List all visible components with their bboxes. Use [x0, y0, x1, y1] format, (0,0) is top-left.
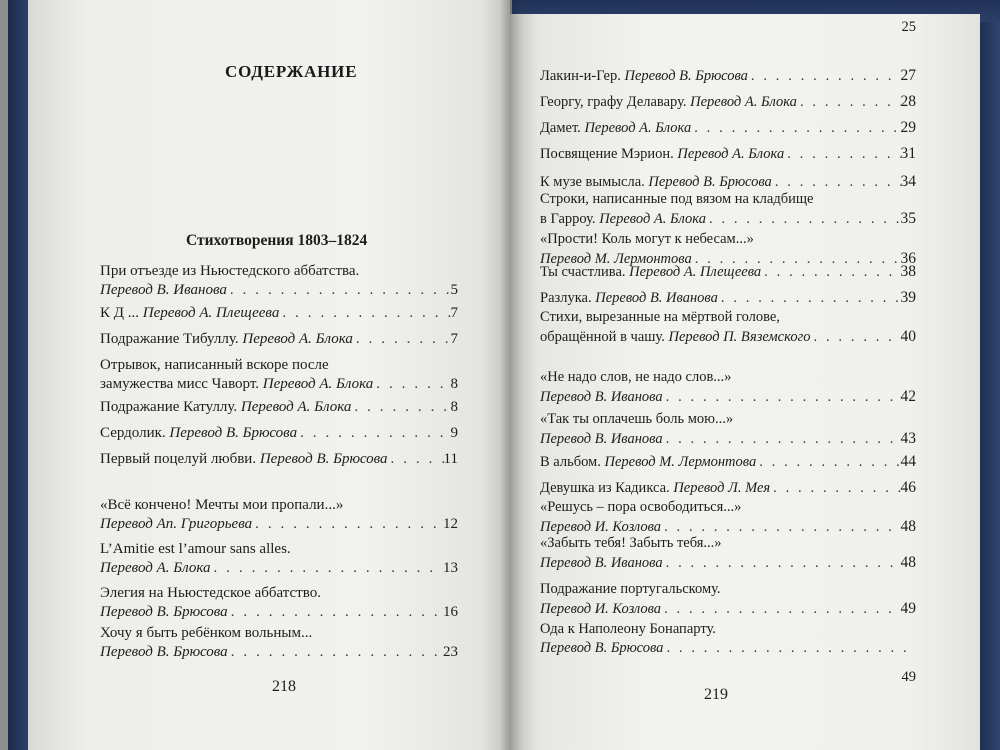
toc-entry-translator: Перевод А. Плещеева — [629, 264, 762, 280]
toc-leader-dots — [691, 119, 900, 138]
toc-leader-dots — [227, 281, 451, 300]
toc-entry — [540, 498, 916, 537]
toc-entry — [540, 534, 916, 573]
toc-leader-dots — [756, 453, 900, 472]
toc-leader-dots — [663, 430, 901, 449]
toc-entry-page: 13 — [443, 560, 458, 576]
toc-entry-line — [540, 262, 916, 282]
toc-entry-translator: Перевод Л. Мея — [673, 480, 771, 496]
toc-entry-line — [100, 281, 458, 300]
toc-entry-title: Посвящение Мэрион. — [540, 146, 674, 162]
toc-entry-page: 27 — [900, 67, 916, 84]
toc-entry-line — [540, 387, 916, 407]
toc-entry — [100, 584, 458, 622]
toc-entry-line — [100, 643, 458, 662]
toc-entry-translator: Перевод А. Блока — [677, 146, 785, 162]
toc-entry-page: 35 — [900, 210, 916, 227]
toc-entry-title: Девушка из Кадикса. — [540, 480, 670, 496]
toc-entry-translator: Перевод А. Блока — [584, 120, 692, 136]
toc-leader-dots — [210, 559, 443, 578]
toc-entry-line — [540, 478, 916, 498]
toc-entry-translator: Перевод А. Блока — [242, 331, 353, 347]
toc-entry — [540, 190, 916, 229]
toc-entry-page: 8 — [450, 399, 458, 415]
toc-entry-line — [540, 639, 916, 658]
toc-entry-page: 11 — [443, 451, 458, 467]
toc-leader-dots — [297, 424, 450, 443]
toc-leader-dots — [279, 304, 450, 323]
toc-entry — [540, 118, 916, 138]
toc-entry-page: 29 — [900, 119, 916, 136]
toc-entry-title: К Д ... — [100, 305, 139, 321]
toc-entry — [100, 424, 458, 443]
toc-entry-line — [100, 375, 458, 394]
toc-entry-title: Георгу, графу Делавару. — [540, 94, 687, 110]
toc-entry-title: Лакин-и-Гер. — [540, 68, 621, 84]
toc-entry-translator: Перевод А. Блока — [599, 211, 706, 227]
toc-leader-dots — [797, 93, 901, 112]
toc-entry-title: «Забыть тебя! Забыть тебя...» — [540, 535, 722, 551]
toc-leader-dots — [663, 388, 901, 407]
toc-entry-title: Подражание португальскому. — [540, 581, 721, 597]
toc-entry-title: Первый поцелуй любви. — [100, 451, 257, 467]
toc-entry-page: 8 — [450, 376, 458, 392]
toc-entry-title: В альбом. — [540, 454, 601, 470]
toc-entry-line — [540, 209, 916, 229]
toc-entry-line — [540, 429, 916, 449]
toc-entry-line — [540, 288, 916, 308]
toc-entry-page: 42 — [900, 388, 916, 405]
toc-entry-title-cont: обращённой в чашу. — [540, 329, 665, 345]
toc-entry — [540, 92, 916, 112]
toc-entry-title: К музе вымысла. — [540, 174, 645, 190]
toc-leader-dots — [706, 210, 901, 229]
toc-entry-title: «Решусь – пора освободиться...» — [540, 499, 742, 515]
toc-leader-dots — [353, 330, 451, 349]
section-title: Стихотворения 1803–1824 — [186, 232, 368, 249]
toc-entry-title: Подражание Тибуллу. — [100, 331, 239, 347]
toc-leader-dots — [373, 375, 450, 394]
toc-entry-title: «Так ты оплачешь боль мою...» — [540, 411, 734, 427]
toc-entry-page: 38 — [900, 263, 916, 280]
toc-entry-title: При отъезде из Ньюстедского аббатства. — [100, 263, 360, 279]
toc-entry-line — [540, 452, 916, 472]
toc-leader-dots — [661, 600, 900, 619]
toc-entry-title: Элегия на Ньюстедское аббатство. — [100, 585, 321, 601]
toc-entry-line — [540, 327, 916, 347]
toc-entry-page: 34 — [900, 173, 916, 190]
toc-entry — [100, 356, 458, 394]
toc-entry-page: 31 — [900, 145, 916, 162]
toc-entry-line — [100, 424, 458, 443]
toc-entry-line — [540, 144, 916, 164]
toc-entry — [100, 330, 458, 349]
toc-leader-dots — [770, 479, 900, 498]
toc-entry-translator: Перевод В. Брюсова — [169, 425, 298, 441]
toc-leader-dots — [784, 145, 900, 164]
toc-leader-dots — [228, 643, 443, 662]
toc-leader-dots — [252, 515, 443, 534]
toc-leader-dots — [228, 603, 443, 622]
toc-entry-translator: Перевод В. Иванова — [540, 389, 663, 405]
contents-heading: СОДЕРЖАНИЕ — [225, 62, 358, 81]
toc-leader-dots — [351, 398, 450, 417]
toc-entry-translator: Перевод И. Козлова — [540, 601, 662, 617]
toc-entry — [100, 398, 458, 417]
toc-entry — [540, 452, 916, 472]
toc-entry-translator: Перевод И. Козлова — [540, 519, 662, 535]
toc-entry-title: Строки, написанные под вязом на кладбище — [540, 191, 814, 207]
toc-final-page-number: 49 — [901, 669, 916, 685]
toc-entry-page: 12 — [443, 516, 458, 532]
toc-entry-page: 7 — [450, 305, 458, 321]
toc-leader-dots — [388, 450, 444, 469]
toc-entry-line — [100, 559, 458, 578]
toc-entry-translator: Перевод М. Лермонтова — [604, 454, 757, 470]
toc-entry-translator: Перевод Ап. Григорьева — [100, 516, 253, 532]
toc-entry — [540, 308, 916, 347]
toc-entry-translator: Перевод В. Брюсова — [100, 644, 228, 660]
toc-entry-line — [100, 603, 458, 622]
toc-entry-translator: Перевод В. Брюсова — [540, 640, 664, 656]
toc-entry — [540, 620, 916, 658]
page-number-right: 219 — [704, 686, 728, 703]
toc-entry-title: Хочу я быть ребёнком вольным... — [100, 625, 313, 641]
toc-entry-title: Разлука. — [540, 290, 592, 306]
toc-entry — [100, 496, 458, 534]
toc-entry-translator: Перевод В. Иванова — [595, 290, 718, 306]
toc-entry-line — [100, 330, 458, 349]
toc-entry-translator: Перевод В. Брюсова — [624, 68, 748, 84]
toc-entry — [540, 66, 916, 86]
toc-entry-line — [540, 118, 916, 138]
toc-entry — [100, 304, 458, 323]
toc-entry-title: «Не надо слов, не надо слов...» — [540, 369, 732, 385]
toc-entry-page: 40 — [900, 328, 916, 345]
toc-entry — [100, 540, 458, 578]
toc-entry — [540, 144, 916, 164]
toc-entry-line — [540, 553, 916, 573]
toc-entry-translator: Перевод В. Брюсова — [259, 451, 388, 467]
toc-entry-page: 39 — [900, 289, 916, 306]
toc-entry-translator: Перевод В. Иванова — [100, 282, 227, 298]
toc-entry-translator: Перевод В. Брюсова — [648, 174, 772, 190]
toc-entry-title: «Всё кончено! Мечты мои пропали...» — [100, 497, 344, 513]
toc-leader-dots — [663, 639, 916, 658]
toc-entry-translator: Перевод В. Брюсова — [100, 604, 228, 620]
toc-entry-line — [100, 450, 458, 469]
toc-entry-translator: Перевод В. Иванова — [540, 555, 663, 571]
toc-leader-dots — [663, 554, 901, 573]
toc-entry-title: Подражание Катуллу. — [100, 399, 238, 415]
toc-entry-translator: Перевод А. Блока — [262, 376, 374, 392]
toc-entry — [540, 580, 916, 619]
toc-entry-line — [100, 304, 458, 323]
toc-entry-page: 46 — [900, 479, 916, 496]
toc-entry-title: Отрывок, написанный вскоре после — [100, 357, 329, 373]
toc-entry — [540, 172, 916, 192]
toc-entry-page: 48 — [900, 518, 916, 535]
toc-entry-title-cont: замужества мисс Чаворт. — [100, 376, 260, 392]
toc-entry-page: 7 — [450, 331, 458, 347]
toc-entry — [540, 262, 916, 282]
toc-entry — [540, 478, 916, 498]
toc-carried-page-number: 25 — [901, 19, 916, 35]
toc-entry — [100, 624, 458, 662]
toc-entry-translator: Перевод А. Плещеева — [142, 305, 280, 321]
toc-entry-title: «Прости! Коль могут к небесам...» — [540, 231, 754, 247]
toc-entry — [540, 368, 916, 407]
toc-entry-page: 9 — [450, 425, 458, 441]
toc-entry-translator: Перевод В. Иванова — [540, 431, 663, 447]
toc-entry — [100, 262, 458, 300]
toc-entry-page: 28 — [900, 93, 916, 110]
toc-entry — [540, 288, 916, 308]
toc-entry-title: Сердолик. — [100, 425, 166, 441]
toc-entry-page: 48 — [900, 554, 916, 571]
toc-leader-dots — [718, 289, 901, 308]
toc-entry-translator: Перевод М. Лермонтова — [540, 251, 692, 267]
toc-entry-translator: Перевод А. Блока — [100, 560, 211, 576]
toc-entry-line — [100, 398, 458, 417]
toc-entry-line — [540, 172, 916, 192]
toc-entry-title: Ты счастлива. — [540, 264, 626, 280]
book-gutter — [500, 0, 522, 750]
toc-entry-translator: Перевод А. Блока — [240, 399, 352, 415]
toc-entry-line — [540, 599, 916, 619]
toc-entry-page: 36 — [900, 250, 916, 267]
toc-entry-title: Дамет. — [540, 120, 581, 136]
toc-entry-page: 49 — [900, 600, 916, 617]
toc-entry-title: L’Amitie est l’amour sans alles. — [100, 541, 291, 557]
toc-leader-dots — [748, 67, 901, 86]
page-number-left: 218 — [272, 678, 296, 695]
toc-entry-title: Стихи, вырезанные на мёртвой голове, — [540, 309, 780, 325]
toc-entry-line — [540, 66, 916, 86]
toc-entry — [540, 410, 916, 449]
toc-entry-page: 16 — [443, 604, 458, 620]
toc-leader-dots — [761, 263, 900, 282]
toc-entry-line — [100, 515, 458, 534]
toc-entry — [100, 450, 458, 469]
toc-entry-page: 23 — [443, 644, 458, 660]
toc-entry-page: 43 — [900, 430, 916, 447]
toc-entry-translator: Перевод А. Блока — [690, 94, 797, 110]
toc-entry-page: 44 — [900, 453, 916, 470]
toc-entry-page: 5 — [450, 282, 458, 298]
toc-entry-translator: Перевод П. Вяземского — [668, 329, 811, 345]
toc-leader-dots — [811, 328, 901, 347]
toc-entry-title: Ода к Наполеону Бонапарту. — [540, 621, 716, 637]
toc-entry-title-cont: в Гарроу. — [540, 211, 596, 227]
toc-entry-line — [540, 92, 916, 112]
